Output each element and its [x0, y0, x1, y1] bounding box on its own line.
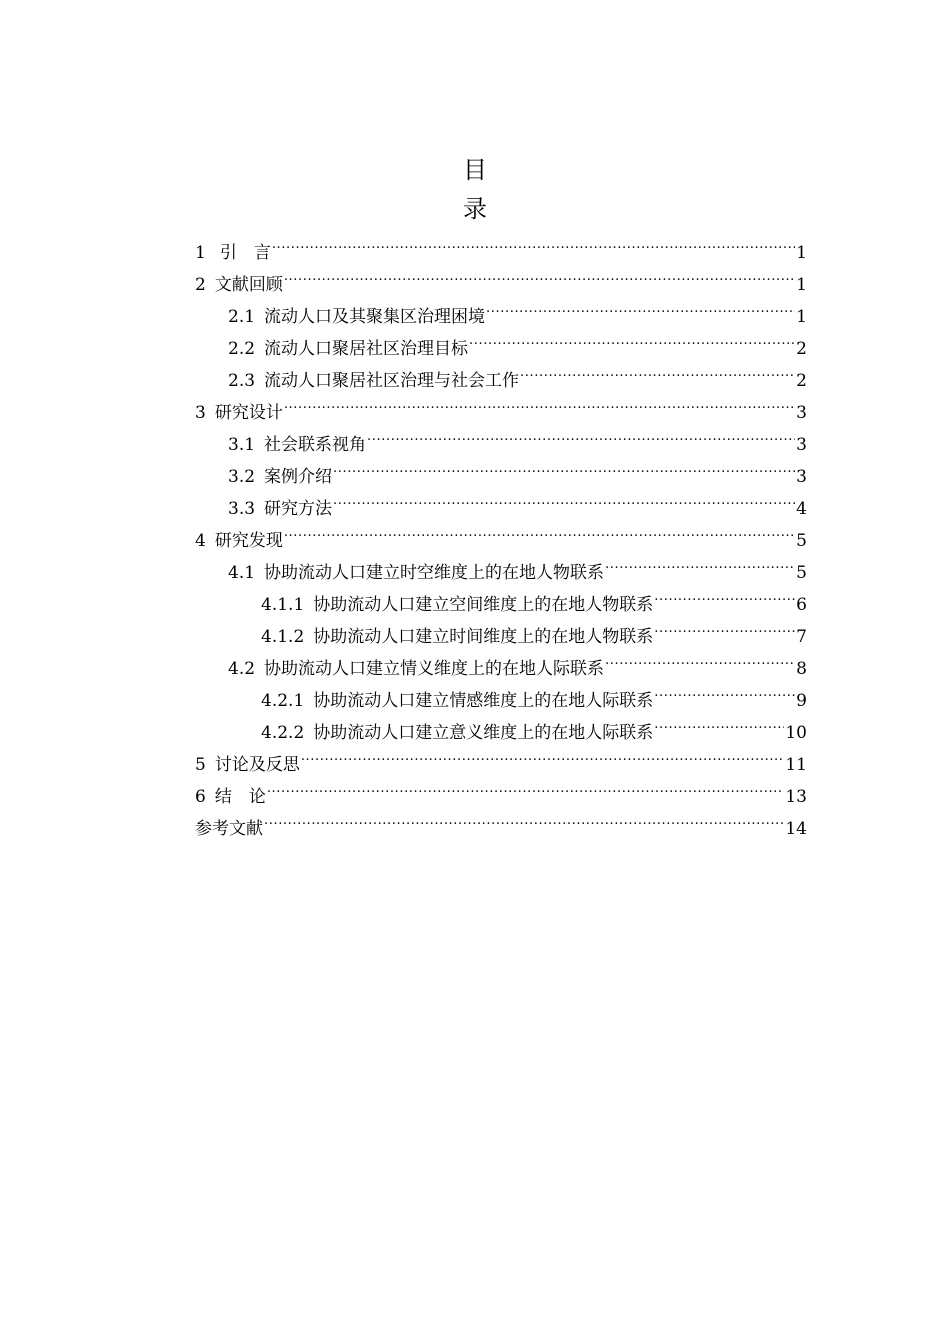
toc-entry-1[interactable]	[195, 226, 807, 263]
toc-entry-number: 3.2	[228, 467, 256, 487]
dot-leader	[284, 386, 795, 418]
toc-entry-number: 4.1.1	[261, 595, 305, 615]
dot-leader	[469, 322, 795, 354]
dot-leader	[654, 610, 795, 642]
toc-entry-page: 13	[785, 787, 807, 807]
toc-entry-page: 5	[796, 531, 807, 551]
toc-entry-number: 4	[195, 531, 206, 551]
dot-leader	[654, 674, 795, 706]
toc-entry-number: 2	[195, 275, 206, 295]
toc-entry-number: 4.2	[228, 659, 256, 679]
toc-entry-page: 6	[796, 595, 807, 615]
toc-entry-title: 协助流动人口建立时间维度上的在地人物联系	[313, 627, 654, 647]
toc-entry-title: 协助流动人口建立情义维度上的在地人际联系	[264, 659, 605, 679]
toc-entry-page: 3	[796, 403, 807, 423]
toc-entry-title: 流动人口聚居社区治理与社会工作	[264, 371, 520, 391]
dot-leader	[654, 578, 795, 610]
toc-entry-page: 1	[796, 275, 807, 295]
toc-entry-title: 协助流动人口建立时空维度上的在地人物联系	[264, 563, 605, 583]
toc-entry-2-1[interactable]	[195, 290, 807, 327]
toc-entry-title: 研究发现	[214, 531, 283, 551]
toc-entry-title: 讨论及反思	[214, 755, 300, 775]
dot-leader	[284, 514, 795, 546]
toc-entry-title: 案例介绍	[264, 467, 333, 487]
dot-leader	[486, 290, 795, 322]
toc-entry-references[interactable]	[195, 802, 807, 839]
toc-entry-6[interactable]	[195, 770, 807, 807]
toc-entry-number: 1	[195, 243, 206, 263]
toc-entry-title: 参考文献	[195, 819, 263, 839]
toc-entry-number: 2.2	[228, 339, 256, 359]
toc-entry-number: 4.2.2	[261, 723, 305, 743]
toc-entry-page: 3	[796, 467, 807, 487]
toc-entry-title: 社会联系视角	[264, 435, 367, 455]
dot-leader	[284, 258, 795, 290]
dot-leader	[272, 226, 795, 258]
toc-entry-page: 1	[796, 307, 807, 327]
toc-entry-page: 3	[796, 435, 807, 455]
toc-entry-page: 5	[796, 563, 807, 583]
dot-leader	[267, 770, 785, 802]
toc-entry-page: 8	[796, 659, 807, 679]
toc-entry-title: 流动人口聚居社区治理目标	[264, 339, 469, 359]
dot-leader	[333, 450, 795, 482]
toc-entry-page: 2	[796, 371, 807, 391]
toc-entry-page: 14	[785, 819, 807, 839]
toc-entry-page: 2	[796, 339, 807, 359]
toc-title-line1: 目	[463, 156, 487, 184]
toc-entry-number: 5	[195, 755, 206, 775]
toc-entry-title: 协助流动人口建立空间维度上的在地人物联系	[313, 595, 654, 615]
toc-entry-number: 4.2.1	[261, 691, 305, 711]
toc-entry-page: 11	[785, 755, 807, 775]
toc-entry-title: 研究方法	[264, 499, 333, 519]
dot-leader	[520, 354, 795, 386]
toc-entry-title: 协助流动人口建立情感维度上的在地人际联系	[313, 691, 654, 711]
dot-leader	[605, 546, 795, 578]
toc-entry-title: 协助流动人口建立意义维度上的在地人际联系	[313, 723, 654, 743]
table-of-contents	[195, 226, 807, 839]
toc-entry-number: 3	[195, 403, 206, 423]
toc-entry-title: 结 论	[214, 787, 266, 807]
toc-entry-4-1[interactable]	[195, 546, 807, 583]
toc-entry-number: 4.1	[228, 563, 256, 583]
toc-entry-2[interactable]	[195, 258, 807, 295]
dot-leader	[654, 706, 784, 738]
dot-leader	[333, 482, 795, 514]
toc-entry-title: 文献回顾	[214, 275, 283, 295]
toc-entry-page: 9	[796, 691, 807, 711]
toc-entry-page: 1	[796, 243, 807, 263]
toc-entry-page: 4	[796, 499, 807, 519]
toc-entry-page: 7	[796, 627, 807, 647]
dot-leader	[367, 418, 795, 450]
dot-leader	[301, 738, 785, 770]
toc-entry-number: 3.3	[228, 499, 256, 519]
toc-entry-number: 4.1.2	[261, 627, 305, 647]
toc-entry-number: 6	[195, 787, 206, 807]
toc-entry-title: 引 言	[219, 243, 271, 263]
toc-entry-title: 流动人口及其聚集区治理困境	[264, 307, 486, 327]
toc-entry-3[interactable]	[195, 386, 807, 423]
dot-leader	[264, 802, 784, 834]
dot-leader	[605, 642, 795, 674]
toc-entry-number: 2.1	[228, 307, 256, 327]
toc-entry-page: 10	[785, 723, 807, 743]
toc-entry-4[interactable]	[195, 514, 807, 551]
toc-entry-3-1[interactable]	[195, 418, 807, 455]
toc-entry-number: 2.3	[228, 371, 256, 391]
toc-entry-number: 3.1	[228, 435, 256, 455]
toc-title-line2: 录	[463, 195, 487, 223]
toc-entry-title: 研究设计	[214, 403, 283, 423]
